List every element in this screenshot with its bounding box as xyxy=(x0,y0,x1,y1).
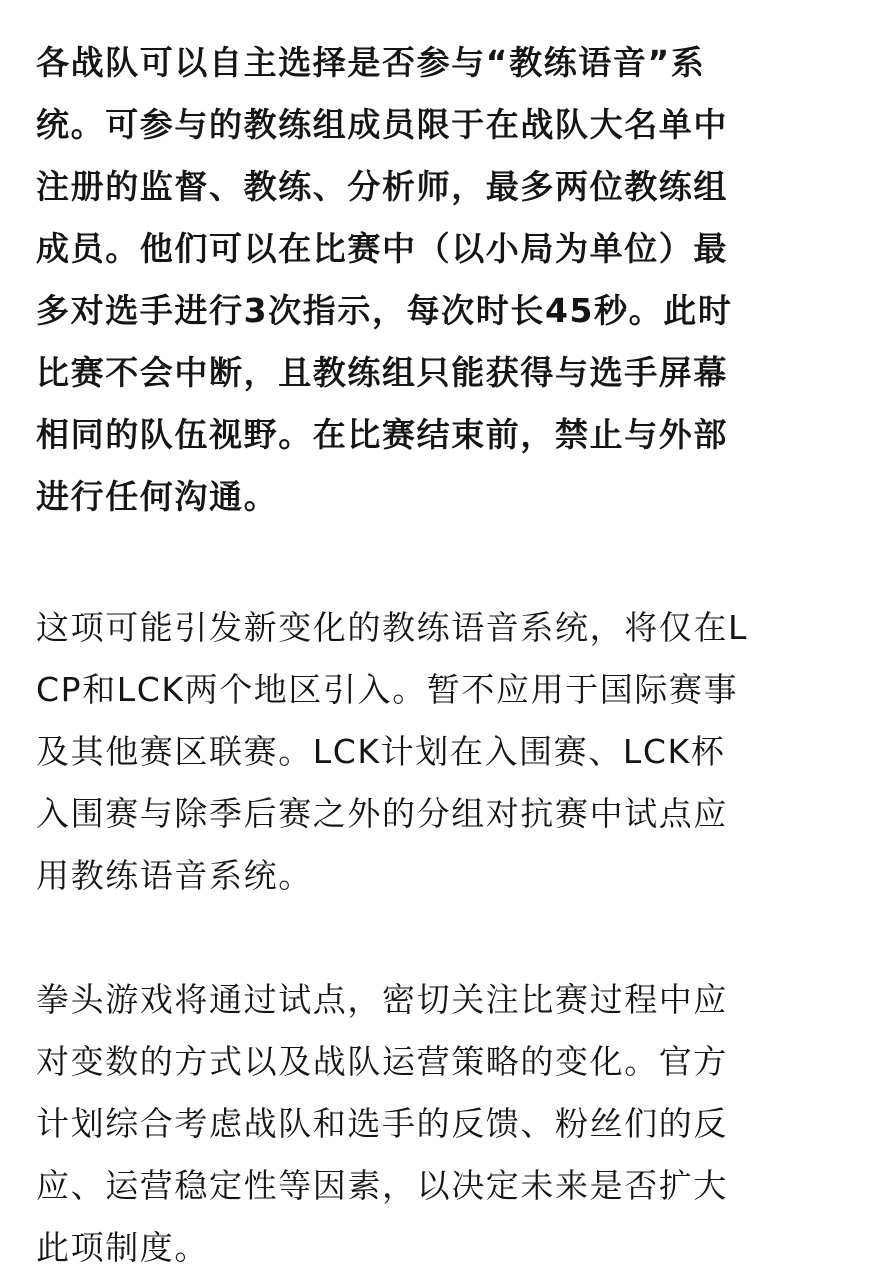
paragraph-2-line-1: 这项可能引发新变化的教练语音系统，将仅在L xyxy=(36,608,748,647)
paragraph-3-line-1: 拳头游戏将通过试点，密切关注比赛过程中应 xyxy=(36,980,728,1019)
paragraph-2-line-3: 及其他赛区联赛。LCK计划在入围赛、LCK杯 xyxy=(36,732,726,771)
paragraph-1-line-4: 成员。他们可以在比赛中（以小局为单位）最 xyxy=(36,229,728,268)
paragraph-3-line-3: 计划综合考虑战队和选手的反馈、粉丝们的反 xyxy=(36,1104,728,1143)
paragraph-3-line-5: 此项制度。 xyxy=(36,1228,209,1267)
paragraph-1-line-8: 进行任何沟通。 xyxy=(36,477,279,516)
paragraph-1-line-3: 注册的监督、教练、分析师，最多两位教练组 xyxy=(36,167,728,206)
paragraph-2-line-5: 用教练语音系统。 xyxy=(36,856,313,895)
paragraph-2-line-2: CP和LCK两个地区引入。暂不应用于国际赛事 xyxy=(36,670,739,709)
paragraph-1-line-7: 相同的队伍视野。在比赛结束前，禁止与外部 xyxy=(36,415,728,454)
paragraph-1-line-5: 多对选手进行3次指示，每次时长45秒。此时 xyxy=(36,291,733,330)
paragraph-2-line-4: 入围赛与除季后赛之外的分组对抗赛中试点应 xyxy=(36,794,728,833)
paragraph-1-line-2: 统。可参与的教练组成员限于在战队大名单中 xyxy=(36,105,728,144)
paragraph-1-line-1: 各战队可以自主选择是否参与“教练语音”系 xyxy=(36,43,706,82)
paragraph-1-line-6: 比赛不会中断，且教练组只能获得与选手屏幕 xyxy=(36,353,728,392)
paragraph-3-line-4: 应、运营稳定性等因素，以决定未来是否扩大 xyxy=(36,1166,728,1205)
paragraph-3-line-2: 对变数的方式以及战队运营策略的变化。官方 xyxy=(36,1042,728,1081)
